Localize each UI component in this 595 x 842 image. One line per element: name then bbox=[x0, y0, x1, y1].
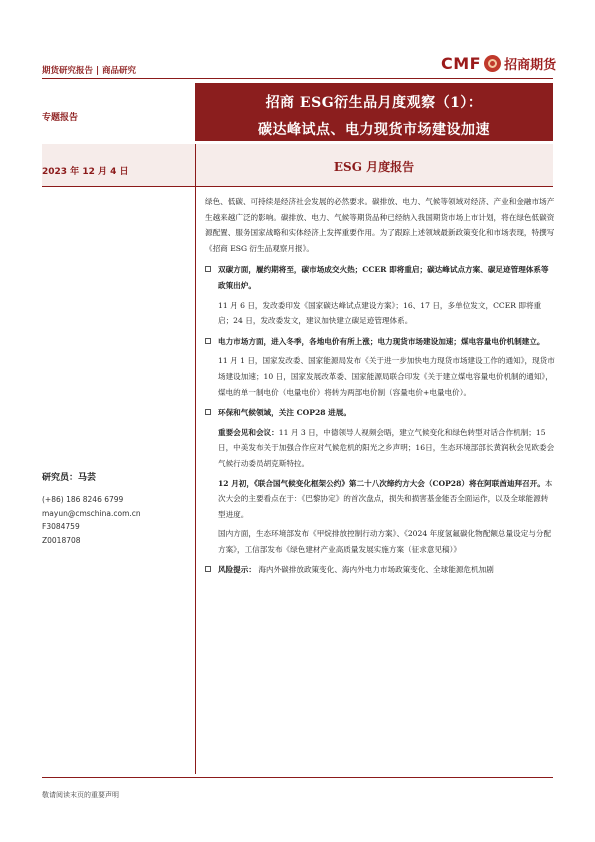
band-divider bbox=[42, 186, 553, 187]
analyst-info bbox=[42, 470, 190, 547]
title-line-1: 招商 ESG衍生品月度观察（1）： bbox=[265, 95, 483, 111]
intro-paragraph: 绿色、低碳、可持续是经济社会发展的必然要求。碳排放、电力、气候等领域对经济、产业和金融市场产生越来越广泛的影响。碳排放、电力、气候等期货品种已经纳入我国期货市场上市计划，将在绿色低碳资源配置、服务国家战略和实体经济上发挥重要作用。为了跟踪上述领域最新政策变化和市场表现，特撰写《招商 ESG 衍生品观察月报》。 bbox=[205, 197, 555, 253]
header-divider bbox=[42, 78, 553, 79]
section-power-market bbox=[205, 334, 555, 350]
checkbox-bullet-icon bbox=[205, 566, 211, 572]
report-type-label: 专题报告 bbox=[42, 113, 79, 123]
section-paragraph bbox=[218, 425, 555, 472]
section-heading: 双碳方面，履约期将至，碳市场成交火热；CCER 即将重启；碳达峰试点方案、碳足迹管理体系等政策出炉。 bbox=[218, 265, 549, 290]
footer-divider bbox=[42, 777, 553, 778]
analyst-email[interactable]: mayun@cmschina.com.cn bbox=[42, 508, 141, 518]
analyst-phone: (+86) 186 8246 6799 bbox=[42, 495, 124, 504]
checkbox-bullet-icon bbox=[205, 266, 211, 272]
analyst-license-1: F3084759 bbox=[42, 522, 80, 532]
report-body bbox=[205, 194, 555, 578]
section-paragraph: 海内外碳排放政策变化、海内外电力市场政策变化、全球能源危机加剧 bbox=[258, 565, 494, 575]
paragraph-lead: 重要会见和会议： bbox=[218, 427, 279, 437]
analyst-license-2: Z0018708 bbox=[42, 535, 81, 545]
title-line-2: 碳达峰试点、电力现货市场建设加速 bbox=[258, 122, 490, 138]
paragraph-text: 11 月 3 日，中德领导人视频会晤，建立气候变化和绿色转型对话合作机制；15 日，中美发布关于加强合作应对气候危机的阳光之乡声明；16日，生态环境部部长黄润秋会见欧委会气候行动委员胡克斯特拉。 bbox=[218, 427, 555, 468]
analyst-name: 研究员：马芸 bbox=[42, 473, 97, 483]
paragraph-text: 本次大会的主要看点在于：《巴黎协定》的首次盘点，损失和损害基金能否全面运作，以及全球能源转型进度。 bbox=[218, 478, 553, 519]
section-climate bbox=[205, 405, 555, 421]
paragraph-lead: 12 月初，《联合国气候变化框架公约》第二十八次缔约方大会（COP28）将在阿联酋迪拜召开。 bbox=[218, 478, 545, 488]
section-paragraph: 国内方面，生态环境部发布《甲烷排放控制行动方案》、《2024 年度氢氟碳化物配额总量设定与分配方案》，工信部发布《绿色建材产业高质量发展实施方案（征求意见稿）》 bbox=[218, 529, 552, 554]
column-divider bbox=[195, 144, 196, 774]
section-paragraph: 11 月 1 日，国家发改委、国家能源局发布《关于进一步加快电力现货市场建设工作的通知》，现货市场建设加速；10 日，国家发展改革委、国家能源局联合印发《关于建立煤电容量电价机制的通知》，煤电的单一制电价（电量电价）将转为两部电价制（容量电价+电量电价）。 bbox=[218, 356, 555, 397]
section-paragraph: 11 月 6 日，发改委印发《国家碳达峰试点建设方案》；16、17 日，多单位发文，CCER 即将重启；24 日，发改委发文，建议加快建立碳足迹管理体系。 bbox=[218, 300, 542, 326]
section-heading: 环保和气候领域，关注 COP28 进展。 bbox=[218, 408, 351, 418]
section-risk bbox=[205, 562, 555, 578]
section-heading: 风险提示： bbox=[218, 565, 256, 575]
logo-seal-icon bbox=[484, 55, 501, 72]
section-heading: 电力市场方面，进入冬季，各地电价有所上涨；电力现货市场建设加速；煤电容量电价机制建立。 bbox=[218, 336, 545, 346]
report-subtitle: ESG 月度报告 bbox=[333, 160, 415, 174]
title-banner bbox=[195, 83, 553, 141]
footer-disclaimer: 敬请阅读末页的重要声明 bbox=[42, 791, 119, 799]
section-carbon bbox=[205, 262, 555, 293]
company-logo bbox=[441, 52, 556, 74]
report-date: 2023 年 12 月 4 日 bbox=[42, 167, 129, 177]
checkbox-bullet-icon bbox=[205, 409, 211, 415]
report-category: 期货研究报告 | 商品研究 bbox=[42, 66, 137, 76]
logo-company-name: 招商期货 bbox=[504, 57, 557, 73]
section-paragraph bbox=[218, 476, 555, 523]
checkbox-bullet-icon bbox=[205, 338, 211, 344]
logo-text: CMF bbox=[441, 53, 482, 73]
